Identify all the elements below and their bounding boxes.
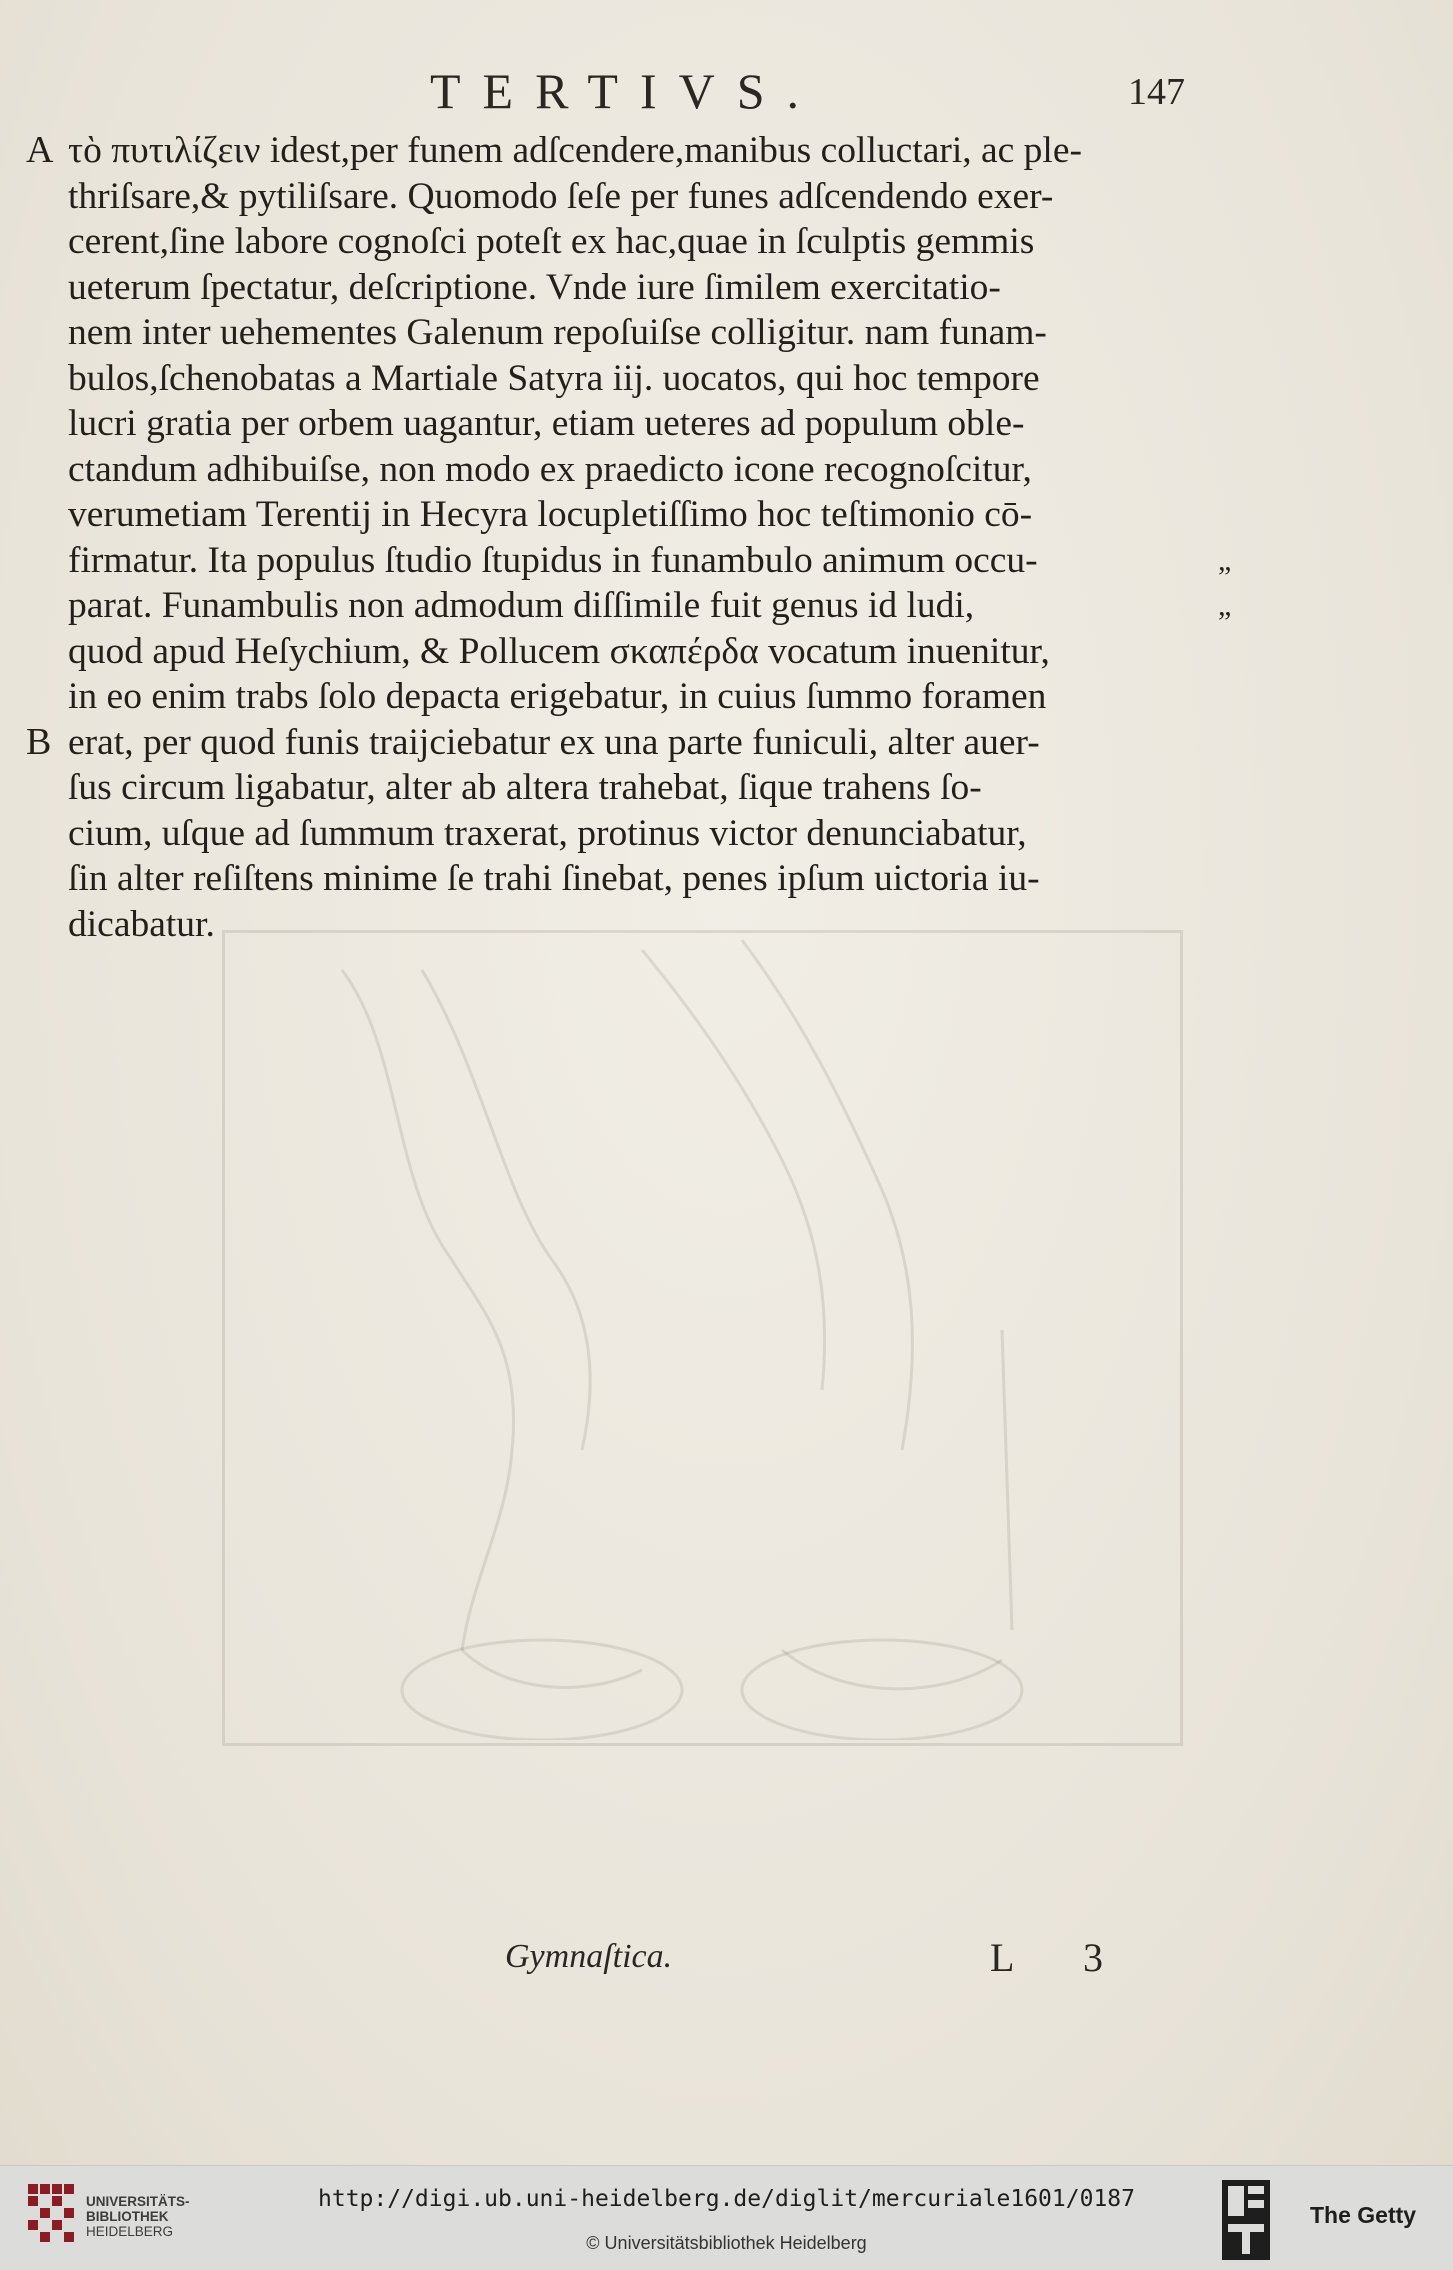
- text-line: [68, 538, 1238, 584]
- signature-mark: L 3: [990, 1935, 1133, 1980]
- line-text: erat, per quod funis traijciebatur ex una parte funiculi, alter auer-: [68, 721, 1040, 763]
- margin-letter: A: [26, 129, 54, 171]
- line-text: cium, uſque ad ſummum traxerat, protinus victor denunciabatur,: [68, 812, 1027, 854]
- margin-letter: B: [26, 720, 52, 763]
- text-line: [68, 492, 1238, 538]
- text-line: [68, 583, 1238, 629]
- line-text: ctandum adhibuiſse, non modo ex praedicto icone recognoſcitur,: [68, 448, 1032, 490]
- quote-mark: „: [1218, 543, 1232, 577]
- signature-line: [0, 1935, 1453, 1998]
- page-number: 147: [1128, 71, 1185, 113]
- text-line: [68, 765, 1238, 811]
- line-text: nem inter uehementes Galenum repoſuiſse colligitur. nam funam-: [68, 312, 1047, 353]
- line-text: ueterum ſpectatur, deſcriptione. Vnde iure ſimilem exercitatio-: [68, 266, 1001, 308]
- text-line: [68, 401, 1238, 447]
- text-line: [26, 720, 1238, 766]
- line-text: ſus circum ligabatur, alter ab altera trahebat, ſique trahens ſo-: [68, 767, 982, 808]
- text-line: [68, 902, 1238, 948]
- line-text: ſin alter reſiſtens minime ſe trahi ſinebat, penes ipſum uictoria iu-: [68, 858, 1040, 899]
- line-text: dicabatur.: [68, 903, 215, 945]
- line-text: bulos,ſchenobatas a Martiale Satyra iij. uocatos, qui hoc tempore: [68, 357, 1040, 399]
- text-line: [68, 356, 1238, 402]
- running-title: TERTIVS.: [430, 63, 822, 119]
- library-name-line: UNIVERSITÄTS-: [86, 2194, 190, 2209]
- line-text: lucri gratia per orbem uagantur, etiam ueteres ad populum oble-: [68, 403, 1025, 444]
- text-line: [68, 811, 1238, 857]
- text-line: [68, 219, 1238, 265]
- line-text: parat. Funambulis non admodum diſſimile fuit genus id ludi,: [68, 585, 975, 626]
- running-head: [0, 62, 1453, 122]
- catchword: Gymnaſtica.: [505, 1938, 673, 1975]
- show-through-engraving: [222, 930, 1177, 1740]
- quote-mark: „: [1218, 589, 1232, 622]
- permalink-url[interactable]: http://digi.ub.uni-heidelberg.de/diglit/mercuriale1601/0187: [318, 2186, 1135, 2212]
- library-name-line: HEIDELBERG: [86, 2224, 174, 2239]
- copyright-notice: © Universitätsbibliothek Heidelberg: [586, 2233, 867, 2253]
- line-text: firmatur. Ita populus ſtudio ſtupidus in funambulo animum occu-: [68, 539, 1038, 581]
- line-text: in eo enim trabs ſolo depacta erigebatur, in cuius ſummo foramen: [68, 676, 1047, 717]
- text-line: [68, 265, 1238, 311]
- line-text: cerent,ſine labore cognoſci poteſt ex hac,quae in ſculptis gemmis: [68, 221, 1035, 262]
- line-text: quod apud Heſychium, & Pollucem σκαπέρδα vocatum inuenitur,: [68, 630, 1050, 672]
- line-text: thriſsare,& pytiliſsare. Quomodo ſeſe per funes adſcendendo exer-: [68, 175, 1054, 217]
- line-text: verumetiam Terentij in Hecyra locupletiſſimo hoc teſtimonio cō-: [68, 494, 1033, 535]
- text-line: [68, 674, 1238, 720]
- text-line: [68, 447, 1238, 493]
- getty-partner-name: The Getty: [1310, 2202, 1417, 2228]
- text-line: [68, 856, 1238, 902]
- viewer-footer: [0, 2165, 1453, 2270]
- text-line: [68, 174, 1238, 220]
- text-line: [68, 310, 1238, 356]
- text-line: [68, 629, 1238, 675]
- getty-logo-icon: [1222, 2180, 1270, 2260]
- body-text: [26, 128, 1238, 947]
- text-line: [26, 128, 1238, 174]
- library-name-line: BIBLIOTHEK: [86, 2209, 169, 2224]
- line-text: τὸ πυτιλίζειν idest,per funem adſcendere,manibus colluctari, ac ple-: [68, 130, 1082, 171]
